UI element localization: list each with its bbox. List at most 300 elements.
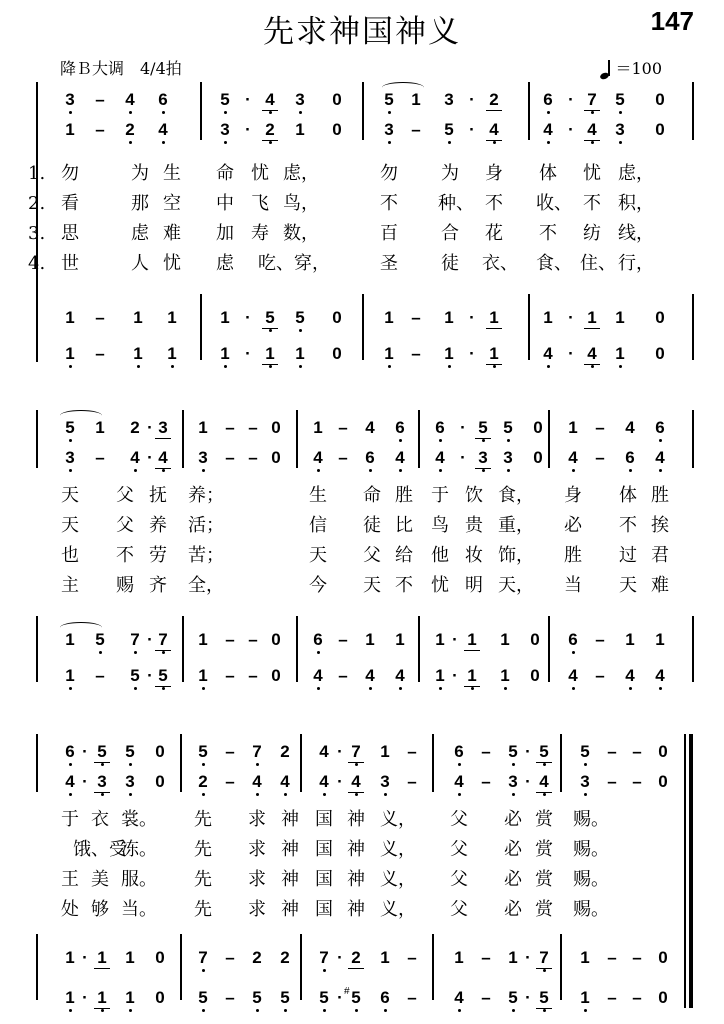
note: 5 (379, 88, 399, 112)
note: 1 (313, 418, 323, 437)
note: 4 (275, 770, 295, 794)
lyric-syllable: 神 (281, 899, 299, 920)
note: 5 (92, 740, 112, 764)
note: 4 (430, 446, 450, 470)
eighth-underline (486, 364, 502, 365)
note: 6 (390, 416, 410, 440)
lyric-syllable: 思 (61, 223, 79, 244)
lyric-syllable: 胜 (651, 485, 669, 506)
note: 0 (530, 666, 540, 685)
lyric-syllable: 妆 (465, 545, 483, 566)
lyric-syllable: 赐。 (573, 809, 609, 830)
lyric-syllable: 义， (380, 869, 416, 890)
octave-dot (101, 1009, 104, 1012)
note: 5 (125, 664, 145, 688)
octave-dot (591, 111, 594, 114)
note: – (481, 988, 491, 1007)
note: – (225, 630, 235, 649)
note: – (632, 742, 642, 761)
note: – (407, 988, 417, 1007)
lyric-syllable: 人 (131, 253, 149, 274)
note: 6 (375, 986, 395, 1010)
note: 4 (260, 88, 280, 112)
lyric-syllable: 不 (395, 575, 413, 596)
lyric-syllable: 身 (485, 163, 503, 184)
lyric-syllable: 也 (61, 545, 79, 566)
lyric-syllable: 必 (504, 809, 522, 830)
note: 1 (295, 120, 305, 139)
note: 1 (568, 418, 578, 437)
note: – (411, 344, 421, 363)
note: – (632, 772, 642, 791)
lyric-syllable: 看 (61, 193, 79, 214)
note: 4 (390, 664, 410, 688)
note: 4 (247, 770, 267, 794)
note: 1 (395, 630, 405, 649)
eighth-underline (486, 328, 502, 329)
octave-dot (543, 763, 546, 766)
lyric-syllable: 王 (61, 869, 79, 890)
tie-slur (60, 622, 102, 633)
note: 0 (155, 742, 165, 761)
note: – (338, 448, 348, 467)
note: 0 (658, 988, 668, 1007)
note: – (407, 742, 417, 761)
note: 4 (534, 770, 554, 794)
octave-dot (388, 365, 391, 368)
octave-dot (584, 763, 587, 766)
note: 6 (360, 446, 380, 470)
note: – (607, 948, 617, 967)
lyric-syllable: 不 (539, 223, 557, 244)
note: 5 (260, 306, 280, 330)
octave-dot (355, 793, 358, 796)
note: 4 (60, 770, 80, 794)
note: 2 (280, 742, 290, 761)
note: 5 (153, 664, 173, 688)
eighth-underline (155, 438, 171, 439)
note: 1 (60, 986, 80, 1010)
lyric-syllable: 神 (281, 869, 299, 890)
lyric-syllable: 线， (618, 223, 654, 244)
octave-dot (101, 763, 104, 766)
lyric-syllable: 住、 (580, 253, 616, 274)
note: 0 (530, 630, 540, 649)
lyric-syllable: 挨 (651, 515, 669, 536)
lyric-syllable: 他 (431, 545, 449, 566)
note: · (147, 448, 153, 467)
eighth-underline (94, 1008, 110, 1009)
lyric-syllable: 虑 (216, 253, 234, 274)
lyric-syllable: 体 (619, 485, 637, 506)
lyric-syllable: 国 (315, 809, 333, 830)
note: 6 (650, 416, 670, 440)
lyric-syllable: 数， (283, 223, 319, 244)
note-row (0, 88, 724, 112)
lyric-syllable: 徒 (441, 253, 459, 274)
note: 5 (90, 628, 110, 652)
note: 4 (319, 742, 329, 761)
lyric-syllable: 神 (347, 839, 365, 860)
lyric-syllable: 命 (216, 163, 234, 184)
note: 6 (449, 740, 469, 764)
note: 2 (280, 948, 290, 967)
octave-dot (448, 141, 451, 144)
lyric-syllable: 义， (380, 809, 416, 830)
verse-number: 1. (28, 163, 46, 184)
lyric-syllable: 为 (441, 163, 459, 184)
note: 1 (439, 342, 459, 366)
note: · (452, 666, 458, 685)
lyric-syllable: 忧 (583, 163, 601, 184)
lyric-syllable: 求 (248, 899, 266, 920)
note: 0 (271, 630, 281, 649)
note: 2 (193, 770, 213, 794)
note: 6 (308, 628, 328, 652)
octave-dot (659, 469, 662, 472)
note: 1 (582, 306, 602, 330)
note: 1 (435, 630, 445, 649)
note: 5 (503, 986, 523, 1010)
note: 7 (247, 740, 267, 764)
note: 3 (153, 416, 173, 440)
lyric-syllable: 食， (498, 485, 534, 506)
note: 5 (503, 740, 523, 764)
note: · (469, 308, 475, 327)
octave-dot (202, 763, 205, 766)
note: 1 (290, 342, 310, 366)
note: 4 (538, 342, 558, 366)
note: – (248, 666, 258, 685)
note: 4 (620, 664, 640, 688)
eighth-underline (262, 140, 278, 141)
octave-dot (504, 687, 507, 690)
note: 1 (133, 308, 143, 327)
octave-dot (269, 141, 272, 144)
lyric-syllable: 那 (131, 193, 149, 214)
note: 5 (215, 88, 235, 112)
lyric-syllable: 父 (450, 809, 468, 830)
lyric-syllable: 赐。 (573, 869, 609, 890)
note: 1 (380, 948, 390, 967)
lyric-syllable: 不 (583, 193, 601, 214)
eighth-underline (155, 650, 171, 651)
lyric-line (0, 572, 724, 600)
octave-dot (129, 141, 132, 144)
note: 5 (275, 986, 295, 1010)
note: – (95, 666, 105, 685)
note: 4 (582, 342, 602, 366)
note: – (95, 120, 105, 139)
octave-dot (69, 687, 72, 690)
note: 6 (620, 446, 640, 470)
lyric-syllable: 种、 (438, 193, 474, 214)
note: 0 (271, 418, 281, 437)
lyric-syllable: 飞 (251, 193, 269, 214)
lyric-syllable: 天 (309, 545, 327, 566)
note: 6 (153, 88, 173, 112)
note: 4 (390, 446, 410, 470)
note: 1 (380, 742, 390, 761)
note: 0 (332, 90, 342, 109)
lyric-syllable: 必 (504, 899, 522, 920)
note: · (568, 90, 574, 109)
note: 1 (454, 948, 464, 967)
note-row (0, 986, 724, 1010)
lyric-syllable: 必 (504, 839, 522, 860)
octave-dot (323, 1009, 326, 1012)
note: 7 (125, 628, 145, 652)
note: · (245, 120, 251, 139)
note: · (82, 742, 88, 761)
octave-dot (591, 141, 594, 144)
note: 4 (563, 664, 583, 688)
tempo-marking (600, 56, 662, 79)
note: 2 (130, 418, 140, 437)
page-number: 147 (650, 6, 694, 36)
octave-dot (482, 469, 485, 472)
note: 1 (411, 90, 421, 109)
note: 5 (247, 986, 267, 1010)
lyric-syllable: 积， (618, 193, 654, 214)
note: 5 # (346, 986, 366, 1010)
lyric-syllable: 赏 (535, 899, 553, 920)
eighth-underline (94, 968, 110, 969)
octave-dot (134, 687, 137, 690)
octave-dot (388, 111, 391, 114)
note: 3 (60, 88, 80, 112)
note: 3 (215, 118, 235, 142)
lyric-syllable: 先 (194, 899, 212, 920)
note: 0 (658, 948, 668, 967)
tie-slur (382, 82, 424, 93)
note: 5 (193, 740, 213, 764)
note: 5 (120, 740, 140, 764)
lyric-line (0, 250, 724, 278)
note: 1 (543, 308, 553, 327)
octave-dot (439, 687, 442, 690)
lyric-syllable: 赐 (116, 575, 134, 596)
lyric-syllable: 吃、穿， (258, 253, 330, 274)
octave-dot (572, 687, 575, 690)
note: 1 (215, 342, 235, 366)
note-row (0, 306, 724, 330)
note: – (607, 742, 617, 761)
eighth-underline (464, 650, 480, 651)
note: 1 (162, 342, 182, 366)
eighth-underline (94, 792, 110, 793)
lyric-syllable: 身 (564, 485, 582, 506)
note: 4 (582, 118, 602, 142)
note: 4 (120, 88, 140, 112)
note: – (225, 418, 235, 437)
octave-dot (584, 1009, 587, 1012)
note: 4 (538, 118, 558, 142)
note: 1 (260, 342, 280, 366)
octave-dot (69, 365, 72, 368)
lyric-syllable: 行， (618, 253, 654, 274)
lyric-syllable: 中 (216, 193, 234, 214)
note: 1 (575, 986, 595, 1010)
octave-dot (591, 365, 594, 368)
octave-dot (129, 111, 132, 114)
lyric-syllable: 虑 (131, 223, 149, 244)
note: 3 (193, 446, 213, 470)
lyric-syllable: 比 (395, 515, 413, 536)
lyric-syllable: 信 (309, 515, 327, 536)
note: 3 (290, 88, 310, 112)
lyric-syllable: 食、 (536, 253, 572, 274)
note: 2 (260, 118, 280, 142)
note: 1 (65, 630, 75, 649)
score-system (0, 410, 724, 686)
note: 3 (375, 770, 395, 794)
tie-slur (60, 410, 102, 421)
lyric-syllable: 当 (564, 575, 582, 596)
eighth-underline (536, 762, 552, 763)
score-system (0, 82, 724, 364)
note: – (411, 308, 421, 327)
lyric-syllable: 神 (347, 899, 365, 920)
lyric-syllable: 徒 (363, 515, 381, 536)
note: – (95, 448, 105, 467)
octave-dot (439, 469, 442, 472)
note: 3 (444, 90, 454, 109)
note: 4 (449, 770, 469, 794)
eighth-underline (262, 364, 278, 365)
note-row (0, 770, 724, 794)
note: · (452, 630, 458, 649)
eighth-underline (486, 140, 502, 141)
note: – (595, 418, 605, 437)
lyric-syllable: 赐。 (573, 899, 609, 920)
octave-dot (317, 469, 320, 472)
note: 0 (332, 120, 342, 139)
lyric-syllable: 命 (363, 485, 381, 506)
octave-dot (202, 969, 205, 972)
lyric-syllable: 收、 (536, 193, 572, 214)
note: 1 (365, 630, 375, 649)
note: 0 (155, 988, 165, 1007)
octave-dot (512, 1009, 515, 1012)
note: – (481, 742, 491, 761)
note: 1 (65, 308, 75, 327)
lyric-syllable: 齐 (149, 575, 167, 596)
note: · (460, 448, 466, 467)
octave-dot (162, 469, 165, 472)
lyric-syllable: 国 (315, 839, 333, 860)
note: – (595, 630, 605, 649)
octave-dot (482, 439, 485, 442)
note: – (595, 448, 605, 467)
octave-dot (507, 439, 510, 442)
note: 0 (155, 772, 165, 791)
note: 1 (92, 946, 112, 970)
octave-dot (134, 651, 137, 654)
octave-dot (134, 469, 137, 472)
note-row (0, 740, 724, 764)
octave-dot (256, 763, 259, 766)
note: 5 (60, 416, 80, 440)
sharp-sign: # (344, 986, 350, 997)
note: 5 (473, 416, 493, 440)
note: 1 (125, 948, 135, 967)
note: – (225, 448, 235, 467)
lyric-syllable: 难 (163, 223, 181, 244)
octave-dot (543, 1009, 546, 1012)
note-row (0, 446, 724, 470)
eighth-underline (584, 328, 600, 329)
lyric-line (0, 866, 724, 894)
note: 5 (439, 118, 459, 142)
octave-dot (69, 793, 72, 796)
lyric-syllable: 纺 (583, 223, 601, 244)
note: – (95, 344, 105, 363)
lyric-syllable: 神 (281, 809, 299, 830)
lyric-syllable: 美 (91, 869, 109, 890)
octave-dot (269, 111, 272, 114)
note: 0 (655, 308, 665, 327)
octave-dot (458, 793, 461, 796)
octave-dot (162, 111, 165, 114)
eighth-underline (536, 1008, 552, 1009)
note: 0 (332, 308, 342, 327)
note: · (525, 988, 531, 1007)
note: – (225, 772, 235, 791)
note: · (82, 948, 88, 967)
note-row (0, 628, 724, 652)
lyric-syllable: 勿 (61, 163, 79, 184)
octave-dot (355, 1009, 358, 1012)
lyric-syllable: 生 (309, 485, 327, 506)
lyric-syllable: 不 (485, 193, 503, 214)
note: 1 (384, 308, 394, 327)
octave-dot (399, 687, 402, 690)
note: · (469, 344, 475, 363)
note: 4 (625, 418, 635, 437)
note: – (248, 448, 258, 467)
note: 1 (655, 630, 665, 649)
lyric-syllable: 赏 (535, 869, 553, 890)
note: 6 (430, 416, 450, 440)
note: 3 (92, 770, 112, 794)
octave-dot (399, 439, 402, 442)
note: – (632, 988, 642, 1007)
lyric-line (0, 160, 724, 188)
note: 3 (503, 770, 523, 794)
note: – (632, 948, 642, 967)
note: · (525, 742, 531, 761)
lyric-syllable: 衣 (91, 809, 109, 830)
lyric-syllable: 先 (194, 809, 212, 830)
note: 4 (650, 446, 670, 470)
lyric-syllable: 义， (380, 899, 416, 920)
note: 0 (658, 772, 668, 791)
note: – (338, 666, 348, 685)
note: 1 (128, 342, 148, 366)
note: – (338, 418, 348, 437)
lyric-syllable: 君 (651, 545, 669, 566)
lyric-syllable: 国 (315, 869, 333, 890)
lyric-line (0, 512, 724, 540)
lyric-syllable: 合 (441, 223, 459, 244)
octave-dot (171, 365, 174, 368)
lyric-syllable: 父 (116, 485, 134, 506)
lyric-syllable: 处 (61, 899, 79, 920)
note: 2 (484, 88, 504, 112)
octave-dot (458, 763, 461, 766)
tempo-value: ＝100 (615, 59, 662, 78)
